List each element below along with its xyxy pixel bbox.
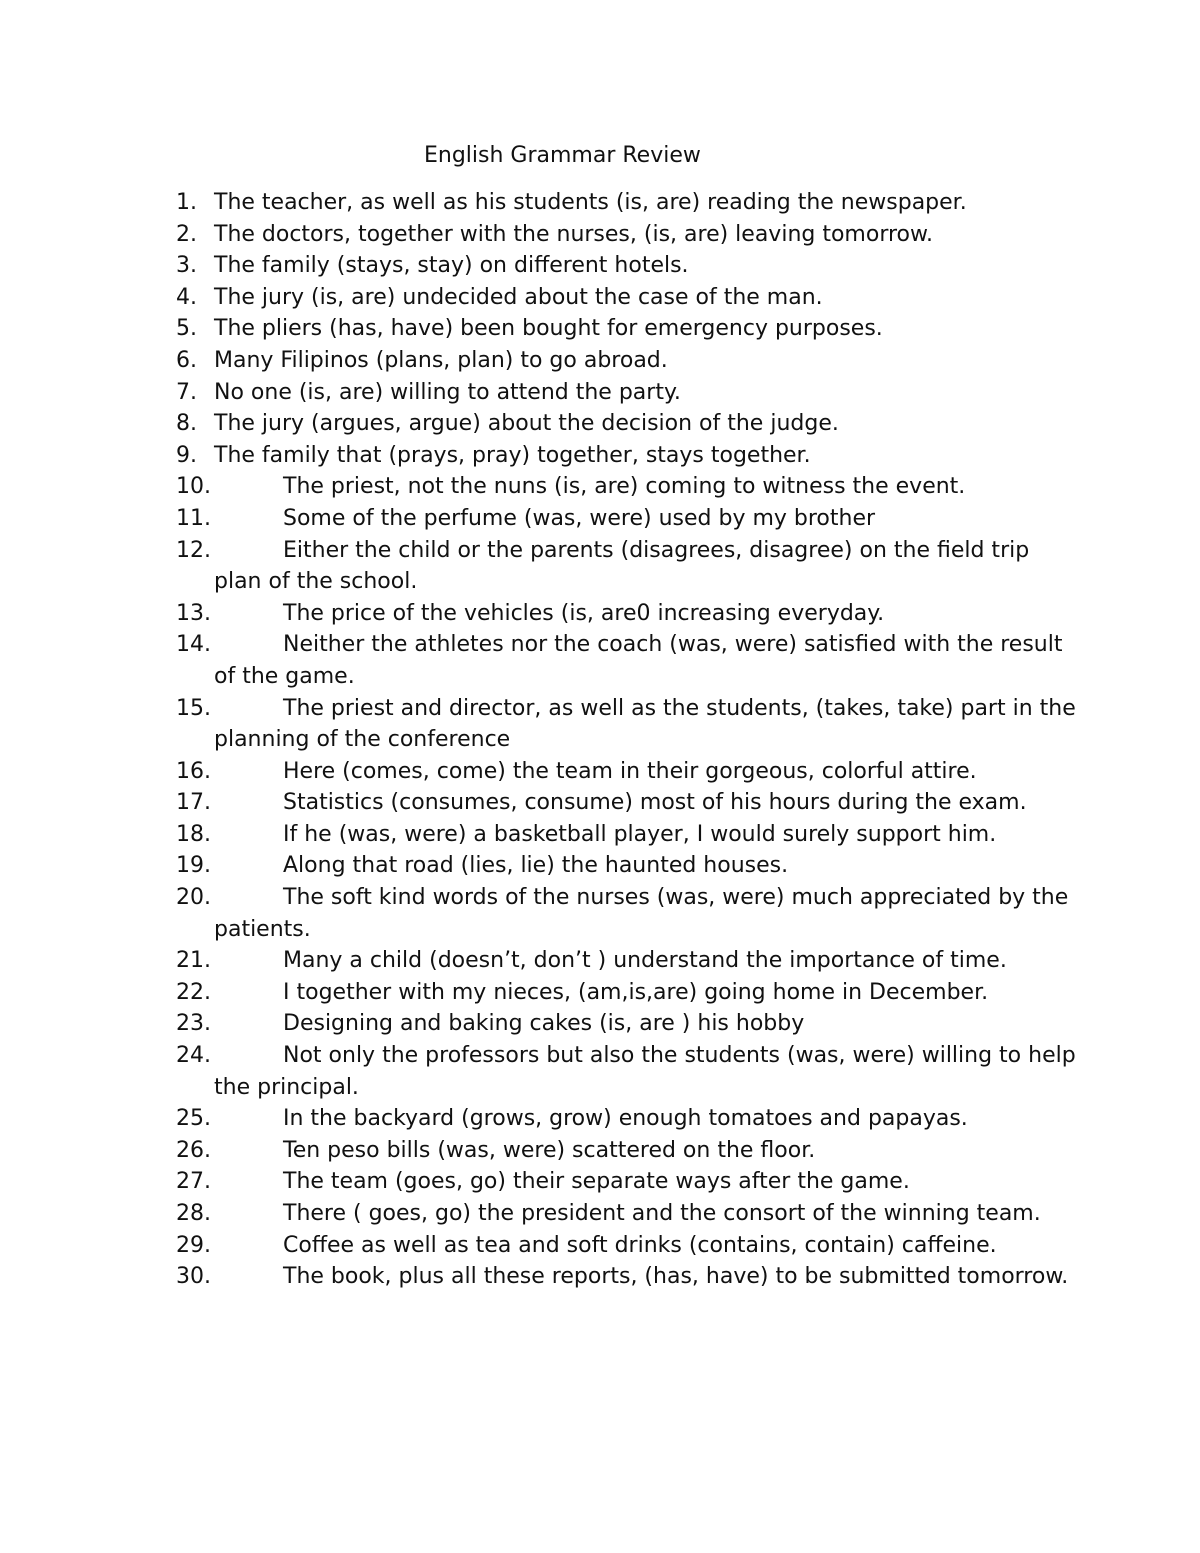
item-number: 10.: [176, 474, 211, 500]
item-number: 12.: [176, 537, 211, 563]
item-number: 21.: [176, 948, 211, 974]
list-item: [176, 219, 1076, 251]
item-text: The jury (is, are) undecided about the case of the man.: [214, 284, 823, 310]
item-number: 9.: [176, 442, 197, 468]
page-title: English Grammar Review: [424, 143, 701, 168]
item-text: The family (stays, stay) on different hotels.: [214, 253, 689, 279]
list-item: [176, 1135, 1076, 1167]
item-number: 11.: [176, 505, 211, 531]
list-item: [176, 1103, 1076, 1135]
item-text: Some of the perfume (was, were) used by my brother: [283, 505, 876, 531]
list-item: [176, 629, 1076, 692]
item-text: The soft kind words of the nurses (was, were) much appreciated by the patients.: [214, 885, 1069, 942]
item-number: 26.: [176, 1137, 211, 1163]
item-text: The priest, not the nuns (is, are) coming to witness the event.: [283, 474, 966, 500]
item-number: 13.: [176, 600, 211, 626]
item-text: Either the child or the parents (disagrees, disagree) on the field trip plan of the school.: [214, 537, 1030, 595]
item-number: 15.: [176, 695, 211, 721]
item-text: Many Filipinos (plans, plan) to go abroad.: [214, 347, 668, 373]
list-item: [176, 1166, 1076, 1198]
list-item: [176, 1040, 1076, 1103]
list-item: [176, 756, 1076, 788]
list-item: [176, 850, 1076, 882]
item-number: 8.: [176, 411, 197, 437]
item-number: 20.: [176, 885, 211, 911]
question-list: [176, 187, 1076, 1293]
item-number: 1.: [176, 190, 197, 215]
item-text: There ( goes, go) the president and the consort of the winning team.: [283, 1201, 1041, 1226]
item-text: I together with my nieces, (am,is,are) going home in December.: [283, 979, 989, 1005]
list-item: [176, 440, 1076, 472]
list-item: [176, 282, 1076, 314]
list-item: [176, 377, 1076, 409]
item-number: 24.: [176, 1043, 211, 1069]
item-text: Designing and baking cakes (is, are ) his hobby: [283, 1011, 805, 1037]
list-item: [176, 535, 1076, 598]
item-number: 7.: [176, 379, 197, 405]
item-text: The priest and director, as well as the students, (takes, take) part in the planning of the conference: [214, 695, 1076, 753]
item-text: Coffee as well as tea and soft drinks (contains, contain) caffeine.: [283, 1232, 997, 1258]
item-text: Statistics (consumes, consume) most of his hours during the exam.: [283, 790, 1027, 816]
item-number: 4.: [176, 284, 197, 310]
item-number: 19.: [176, 853, 211, 879]
item-number: 23.: [176, 1011, 211, 1037]
list-item: [176, 787, 1076, 819]
item-number: 22.: [176, 979, 211, 1005]
item-text: The teacher, as well as his students (is, are) reading the newspaper.: [214, 190, 967, 215]
list-item: [176, 471, 1076, 503]
item-number: 28.: [176, 1201, 211, 1226]
item-text: Ten peso bills (was, were) scattered on the floor.: [283, 1137, 816, 1163]
list-item: [176, 1230, 1076, 1262]
list-item: [176, 313, 1076, 345]
item-number: 17.: [176, 790, 211, 816]
item-number: 25.: [176, 1106, 211, 1132]
item-number: 29.: [176, 1232, 211, 1258]
list-item: [176, 1198, 1076, 1230]
item-text: The doctors, together with the nurses, (is, are) leaving tomorrow.: [214, 221, 933, 247]
item-text: The family that (prays, pray) together, stays together.: [214, 442, 811, 468]
item-number: 5.: [176, 316, 197, 342]
item-text: If he (was, were) a basketball player, I would surely support him.: [283, 821, 997, 847]
item-number: 2.: [176, 221, 197, 247]
item-number: 3.: [176, 253, 197, 279]
item-text: Not only the professors but also the students (was, were) willing to help the principal.: [214, 1043, 1076, 1100]
list-item: [176, 187, 1076, 219]
list-item: [176, 1008, 1076, 1040]
list-item: [176, 693, 1076, 756]
item-number: 16.: [176, 758, 211, 784]
list-item: [176, 250, 1076, 282]
list-item: [176, 503, 1076, 535]
item-number: 18.: [176, 821, 211, 847]
list-item: [176, 598, 1076, 630]
item-text: The pliers (has, have) been bought for emergency purposes.: [214, 316, 883, 342]
item-text: In the backyard (grows, grow) enough tomatoes and papayas.: [283, 1106, 968, 1132]
list-item: [176, 945, 1076, 977]
item-text: Neither the athletes nor the coach (was, were) satisfied with the result of the game.: [214, 632, 1063, 689]
item-text: The jury (argues, argue) about the decision of the judge.: [214, 411, 839, 437]
item-text: Many a child (doesn’t, don’t ) understand the importance of time.: [283, 948, 1007, 974]
item-text: The book, plus all these reports, (has, have) to be submitted tomorrow.: [283, 1264, 1069, 1290]
list-item: [176, 1261, 1076, 1293]
item-number: 6.: [176, 347, 197, 373]
list-item: [176, 977, 1076, 1009]
list-item: [176, 408, 1076, 440]
item-number: 27.: [176, 1169, 211, 1195]
list-item: [176, 819, 1076, 851]
item-text: Here (comes, come) the team in their gorgeous, colorful attire.: [283, 758, 977, 784]
item-number: 30.: [176, 1264, 211, 1290]
item-text: The team (goes, go) their separate ways after the game.: [283, 1169, 910, 1195]
item-text: No one (is, are) willing to attend the party.: [214, 379, 681, 405]
list-item: [176, 882, 1076, 945]
item-number: 14.: [176, 632, 211, 658]
item-text: The price of the vehicles (is, are0 increasing everyday.: [283, 600, 885, 626]
item-text: Along that road (lies, lie) the haunted houses.: [283, 853, 789, 879]
list-item: [176, 345, 1076, 377]
